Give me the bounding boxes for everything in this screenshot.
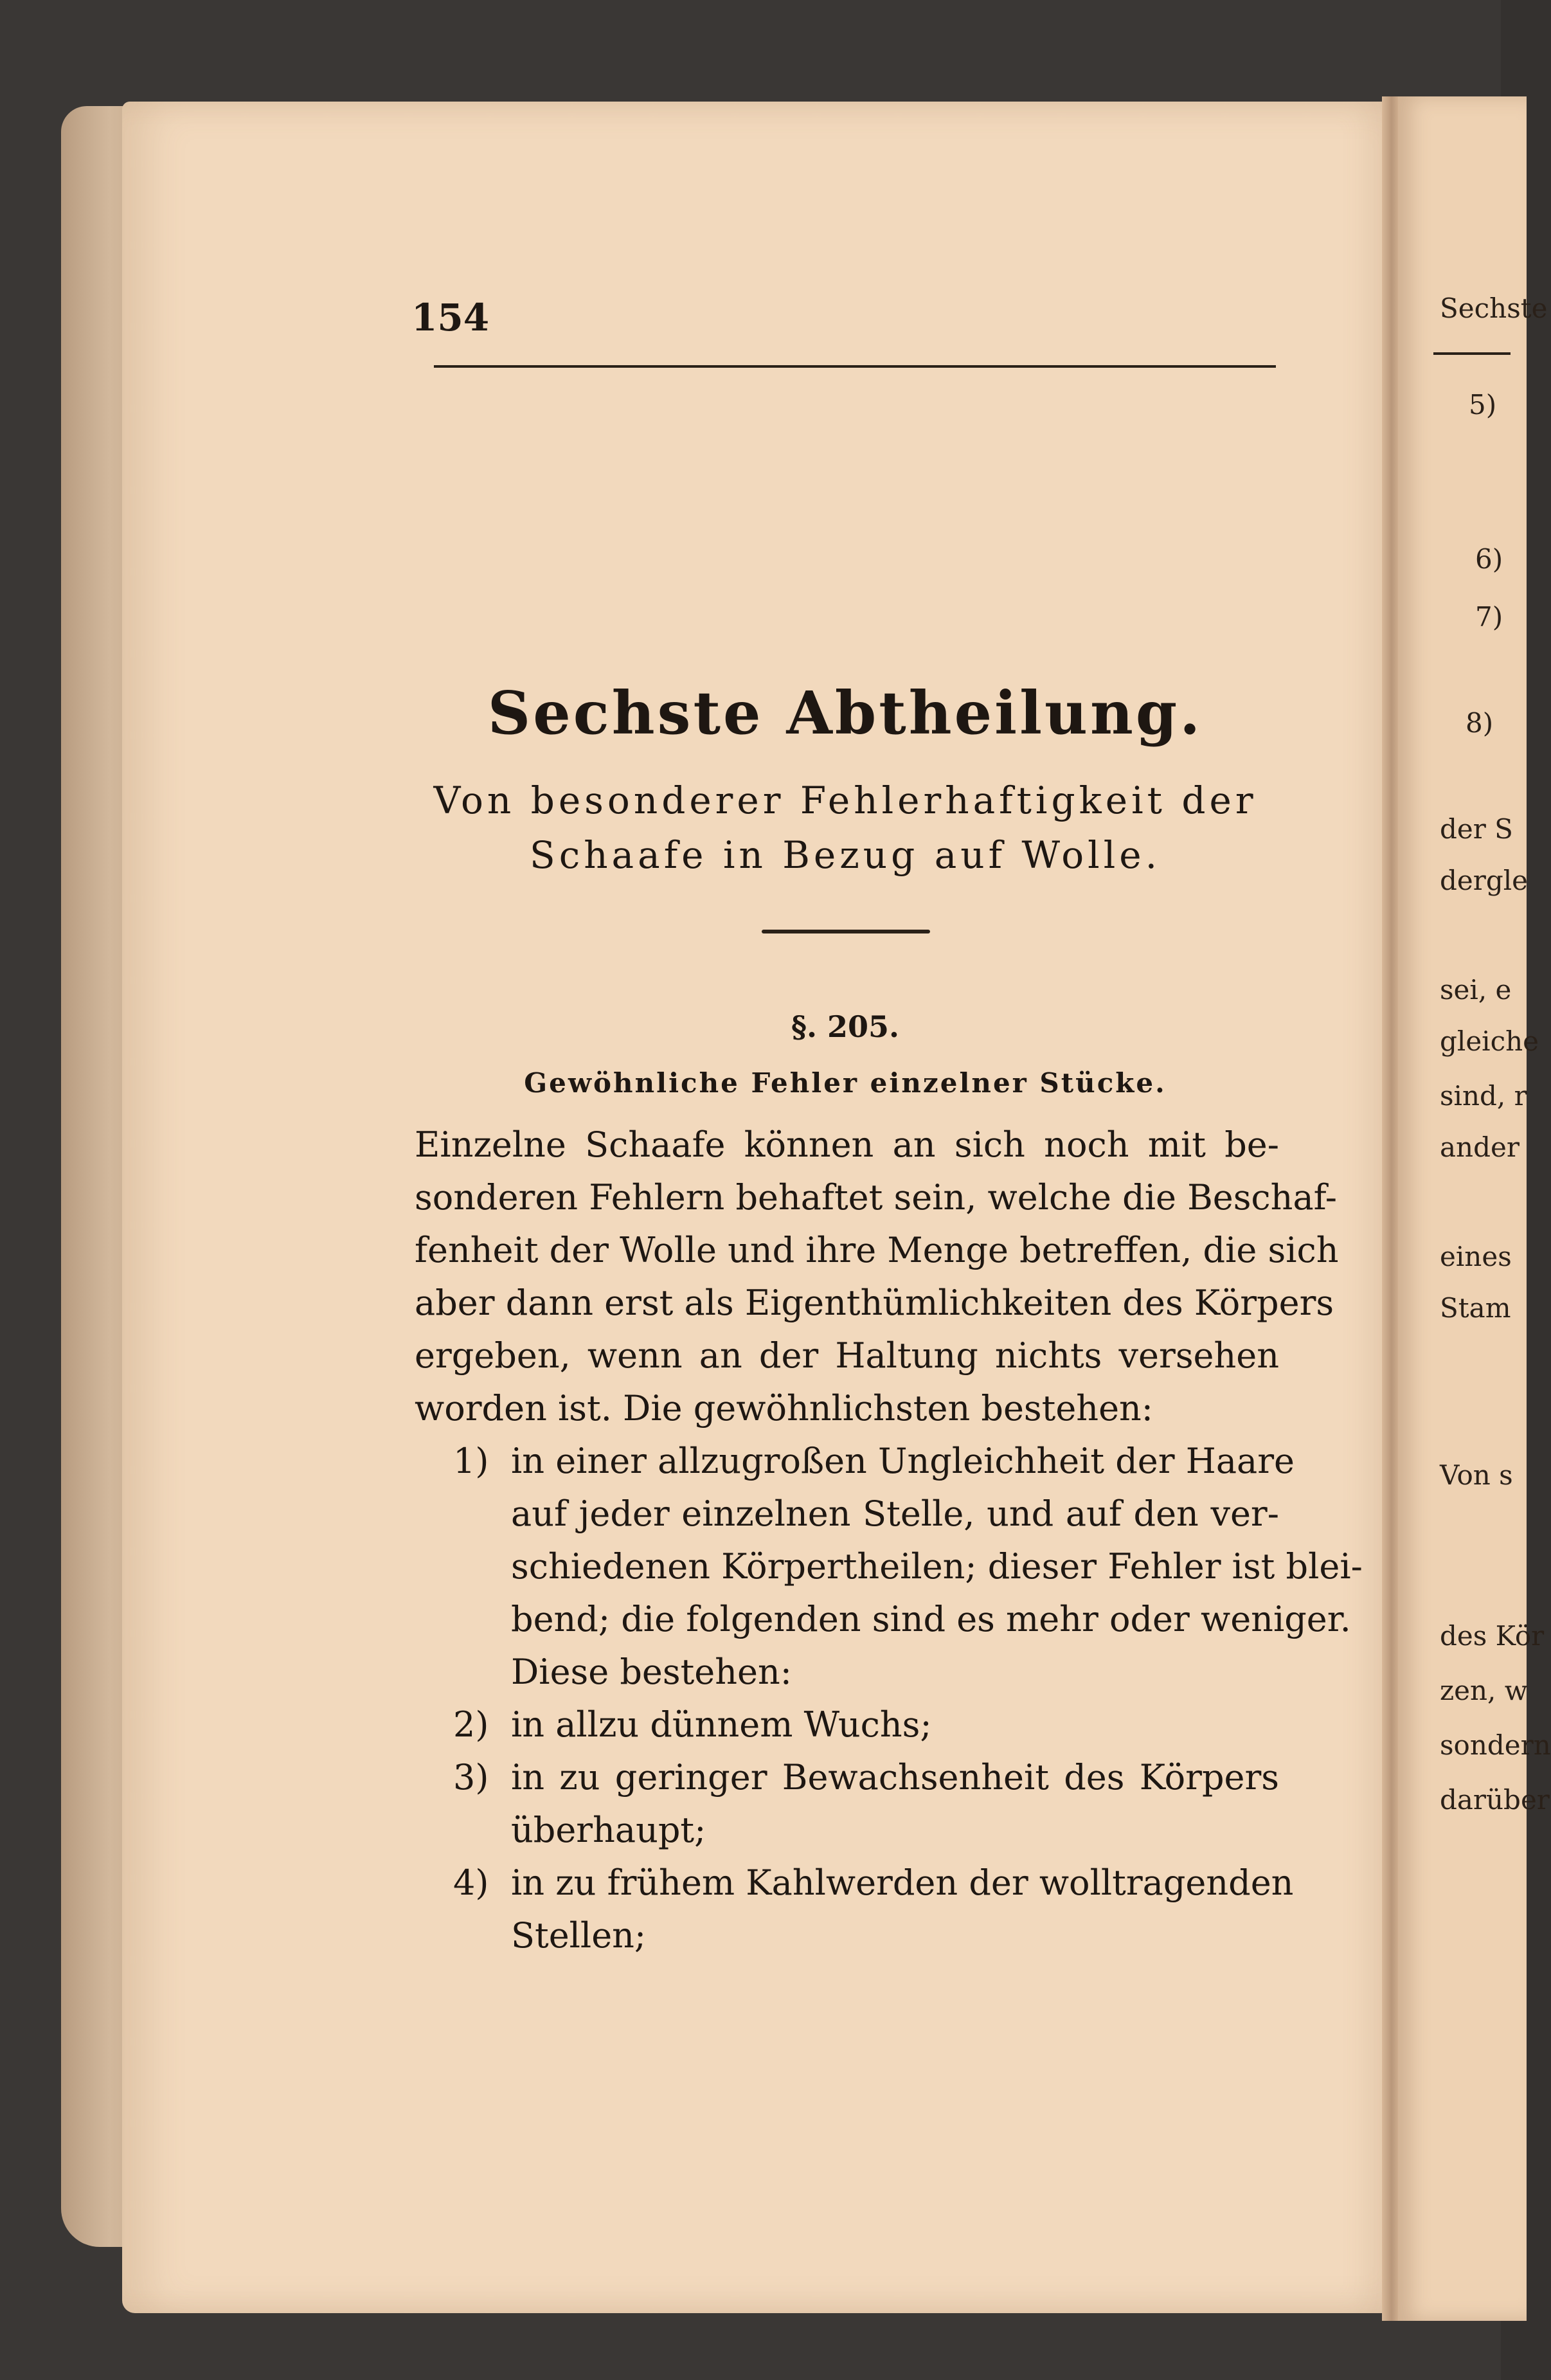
section-title: Gewöhnliche Fehler einzelner Stücke. [524,1067,1167,1099]
section-number: §. 205. [791,1009,900,1044]
list-number: 2) [453,1704,489,1745]
paragraph-line: worden ist. Die gewöhnlichsten bestehen: [415,1388,1154,1429]
list-number: 1) [453,1441,489,1481]
facing-page-fragment: dergle [1440,865,1528,896]
facing-page-fragment: des Kör [1440,1620,1545,1652]
facing-page-fragment: 5) [1469,389,1497,420]
list-line: auf jeder einzelnen Stelle, und auf den ver- [511,1493,1279,1534]
page-number: 154 [411,296,490,339]
list-line: schiedenen Körpertheilen; dieser Fehler ist blei- [511,1546,1363,1587]
subtitle-line-1: Von besonderer Fehlerhaftigkeit der [433,779,1257,822]
facing-page-fragment: 6) [1475,543,1503,575]
list-number: 4) [453,1862,489,1903]
list-number: 3) [453,1757,489,1798]
facing-page-fragment: 7) [1475,601,1503,633]
facing-page-fragment: sei, e [1440,974,1512,1005]
paragraph-line: sonderen Fehlern behaftet sein, welche die Beschaf- [415,1177,1337,1218]
paragraph-line: ergeben, wenn an der Haltung nichts versehen [415,1335,1279,1376]
right-page [1398,96,1527,2321]
subtitle-line-2: Schaafe in Bezug auf Wolle. [529,833,1161,877]
facing-page-fragment: gleiche [1440,1025,1539,1057]
list-item-text [511,1857,1294,1962]
facing-page-fragment: Sechste [1440,293,1548,324]
facing-page-fragment: Von s [1440,1459,1513,1491]
list-line: überhaupt; [511,1810,706,1850]
facing-page-fragment: der S [1440,813,1513,845]
list-line: in allzu dünnem Wuchs; [511,1704,932,1745]
list-item-text [511,1751,1279,1857]
list-line: bend; die folgenden sind es mehr oder weniger. [511,1599,1351,1639]
facing-page-fragment: Stam [1440,1292,1511,1324]
paragraph-line: Einzelne Schaafe können an sich noch mit be- [415,1124,1279,1165]
list-line: Diese bestehen: [511,1652,792,1692]
facing-page-fragment: sondern [1440,1729,1551,1761]
facing-page-fragment: sind, r [1440,1080,1527,1112]
facing-page-fragment: darüber [1440,1784,1550,1816]
list-line: in zu geringer Bewachsenheit des Körpers [511,1757,1279,1798]
facing-page-fragment: eines [1440,1241,1512,1272]
chapter-heading: Sechste Abtheilung. [487,678,1203,748]
list-item-text [511,1435,1363,1699]
list-item-text [511,1699,1279,1751]
paragraph-line: fenheit der Wolle und ihre Menge betreffen, die sich [415,1230,1339,1270]
paragraph-line: aber dann erst als Eigenthümlichkeiten des Körpers [415,1283,1334,1323]
facing-page-fragment: zen, w [1440,1675,1528,1706]
section-divider [762,930,930,933]
facing-page-fragment: ander [1440,1131,1520,1163]
list-line: in einer allzugroßen Ungleichheit der Haare [511,1441,1295,1481]
facing-header-rule [1433,352,1511,355]
list-line: in zu frühem Kahlwerden der wolltragenden [511,1862,1294,1903]
body-paragraph [415,1119,1339,1435]
list-line: Stellen; [511,1915,647,1956]
header-rule [434,365,1276,368]
facing-page-fragment: 8) [1466,707,1494,739]
